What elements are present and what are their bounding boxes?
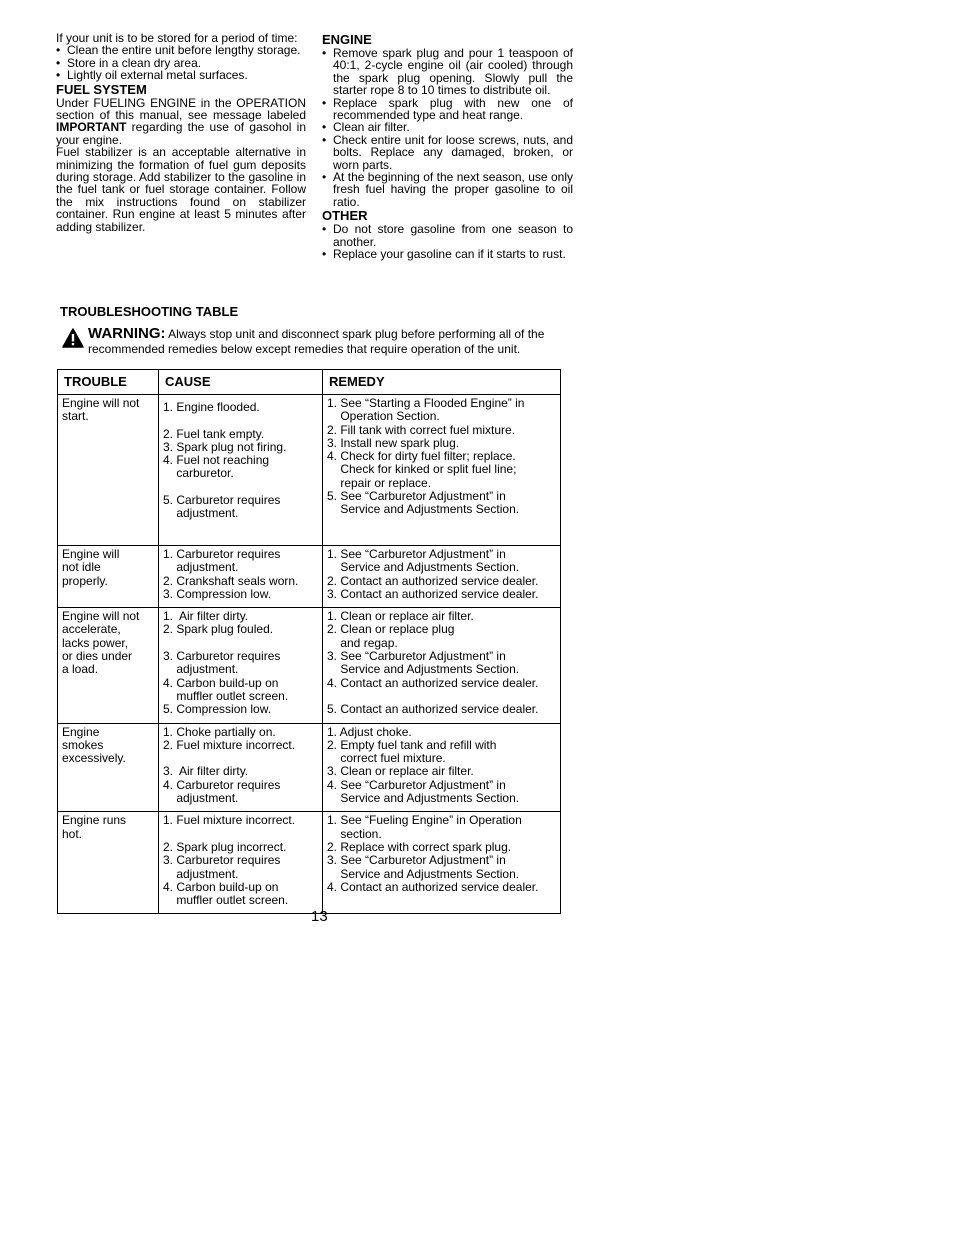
remedy-cell bbox=[323, 608, 561, 723]
cause-text: 1. Air filter dirty. 2. Spark plug fouled. 3. Carburetor requires adjustment. 4. Carbon build-up on muffler outlet screen. 5. Compression low. bbox=[163, 609, 289, 717]
remedy-text: 1. See “Carburetor Adjustment” in Service and Adjustments Section. 2. Contact an authorized service dealer. 3. Contact an authorized service dealer. bbox=[327, 547, 539, 601]
fuel-system-heading: FUEL SYSTEM bbox=[56, 81, 147, 97]
header-remedy: REMEDY bbox=[323, 370, 561, 395]
trouble-text: Engine will not idle properly. bbox=[62, 547, 120, 588]
engine-heading: ENGINE bbox=[322, 32, 372, 47]
fuel-system-paragraph-2: Fuel stabilizer is an acceptable alternative in minimizing the formation of fuel gum deposits during storage. Add stabilizer to the gasoline in the fuel tank or fuel storage container. Follow the mix instructions found on stabilizer container. Run engine at least 5 minutes after adding stabilizer. bbox=[56, 145, 306, 234]
list-item: • Do not store gasoline from one season to another. bbox=[322, 223, 573, 248]
trouble-cell bbox=[58, 546, 159, 608]
header-cause: CAUSE bbox=[159, 370, 323, 395]
cause-text: 1. Carburetor requires adjustment. 2. Crankshaft seals worn. 3. Compression low. bbox=[163, 547, 299, 601]
table-row bbox=[58, 812, 561, 914]
cause-cell bbox=[159, 608, 323, 723]
trouble-cell bbox=[58, 812, 159, 914]
list-item: • Clean the entire unit before lengthy storage. bbox=[56, 44, 306, 56]
other-list bbox=[322, 223, 573, 260]
remedy-cell bbox=[323, 723, 561, 812]
remedy-cell bbox=[323, 546, 561, 608]
table-row bbox=[58, 608, 561, 723]
trouble-cell bbox=[58, 723, 159, 812]
trouble-cell bbox=[58, 608, 159, 723]
trouble-cell bbox=[58, 395, 159, 546]
trouble-text: Engine smokes excessively. bbox=[62, 724, 126, 766]
storage-intro: If your unit is to be stored for a period of time: bbox=[56, 31, 298, 45]
trouble-text: Engine will not start. bbox=[62, 396, 140, 424]
cause-text: 1. Engine flooded. 2. Fuel tank empty. 3. Spark plug not firing. 4. Fuel not reaching carburetor. 5. Carburetor requires adjustment. bbox=[163, 400, 287, 521]
warning-icon bbox=[62, 328, 84, 348]
table-header-row bbox=[58, 370, 561, 395]
remedy-cell bbox=[323, 812, 561, 914]
list-item: • Check entire unit for loose screws, nuts, and bolts. Replace any damaged, broken, or worn parts. bbox=[322, 134, 573, 171]
trouble-text: Engine runs hot. bbox=[62, 813, 127, 841]
table-row bbox=[58, 395, 561, 546]
warning-text bbox=[88, 326, 560, 357]
trouble-text: Engine will not accelerate, lacks power, or dies under a load. bbox=[62, 609, 140, 677]
remedy-text: 1. Clean or replace air filter. 2. Clean or replace plug and regap. 3. See “Carburetor Adjustment” in Service and Adjustments Section. 4. Contact an authorized service dealer. 5. Contact an authorized service dealer. bbox=[327, 609, 539, 717]
engine-list bbox=[322, 47, 573, 208]
cause-cell bbox=[159, 395, 323, 546]
list-item: • Remove spark plug and pour 1 teaspoon of 40:1, 2-cycle engine oil (air cooled) through the spark plug opening. Slowly pull the starter rope 8 to 10 times to distribute oil. bbox=[322, 47, 573, 97]
cause-cell bbox=[159, 812, 323, 914]
table-row bbox=[58, 723, 561, 812]
list-item: • Replace your gasoline can if it starts to rust. bbox=[322, 248, 573, 260]
troubleshooting-table bbox=[57, 369, 561, 914]
warning-label: WARNING: bbox=[88, 325, 166, 342]
right-column bbox=[322, 32, 573, 261]
list-item: • At the beginning of the next season, use only fresh fuel having the proper gasoline to oil ratio. bbox=[322, 171, 573, 208]
remedy-text: 1. Adjust choke. 2. Empty fuel tank and refill with correct fuel mixture. 3. Clean or replace air filter. 4. See “Carburetor Adjustment” in Service and Adjustments Section. bbox=[327, 724, 520, 806]
cause-text: 1. Fuel mixture incorrect. 2. Spark plug incorrect. 3. Carburetor requires adjustment. 4. Carbon build-up on muffler outlet screen. bbox=[163, 813, 296, 908]
table-row bbox=[58, 546, 561, 608]
list-item: • Replace spark plug with new one of recommended type and heat range. bbox=[322, 97, 573, 122]
header-trouble: TROUBLE bbox=[58, 370, 159, 395]
fuel-p1-text-end: regarding the use of gasohol in your engine. bbox=[56, 120, 306, 147]
page-number: 13 bbox=[311, 908, 328, 925]
remedy-text: 1. See “Starting a Flooded Engine” in Operation Section. 2. Fill tank with correct fuel mixture. 3. Install new spark plug. 4. Check for dirty fuel filter; replace. Check for kinked or split fuel line; repair or replace. 5. See “Carburetor Adjustment” in Service and Adjustments Section. bbox=[327, 396, 525, 517]
other-heading: OTHER bbox=[322, 208, 368, 224]
list-item: • Lightly oil external metal surfaces. bbox=[56, 69, 306, 81]
warning-body: Always stop unit and disconnect spark plug before performing all of the recommended remedies below except remedies that require operation of the unit. bbox=[88, 327, 545, 356]
storage-list bbox=[56, 44, 306, 81]
fuel-p1-text: Under FUELING ENGINE in the OPERATION section of this manual, see message labeled bbox=[56, 95, 306, 123]
important-label: IMPORTANT bbox=[56, 120, 127, 135]
cause-cell bbox=[159, 723, 323, 812]
remedy-text: 1. See “Fueling Engine” in Operation section. 2. Replace with correct spark plug. 3. See “Carburetor Adjustment” in Service and Adjustments Section. 4. Contact an authorized service dealer. bbox=[327, 813, 539, 894]
warning-block bbox=[62, 326, 560, 357]
cause-cell bbox=[159, 546, 323, 608]
fuel-system-paragraph-1 bbox=[56, 97, 306, 147]
list-item: • Clean air filter. bbox=[322, 121, 573, 133]
cause-text: 1. Choke partially on. 2. Fuel mixture incorrect. 3. Air filter dirty. 4. Carburetor requires adjustment. bbox=[163, 724, 296, 806]
remedy-cell bbox=[323, 395, 561, 546]
left-column bbox=[56, 32, 306, 233]
list-item: • Store in a clean dry area. bbox=[56, 57, 306, 69]
troubleshooting-title: TROUBLESHOOTING TABLE bbox=[60, 304, 239, 319]
